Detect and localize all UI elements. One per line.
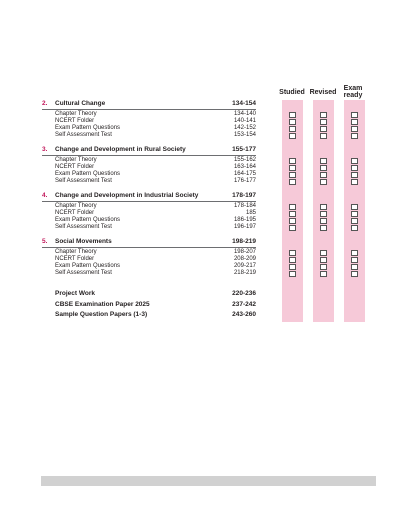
studied-checkbox[interactable]: [289, 211, 296, 217]
exam-ready-checkbox[interactable]: [351, 126, 358, 132]
section-item: Chapter Theory: [55, 249, 97, 255]
studied-checkbox[interactable]: [289, 264, 296, 270]
section-item: Self Assessment Test: [55, 132, 112, 138]
chapter-title-text: Change and Development in Rural Society: [55, 146, 186, 153]
section-pages: 208-209: [233, 256, 256, 262]
section-item: Self Assessment Test: [55, 270, 112, 276]
studied-checkbox[interactable]: [289, 172, 296, 178]
section-pages: 134-140: [233, 111, 256, 117]
revised-checkbox[interactable]: [320, 179, 327, 185]
section-item: Exam Pattern Questions: [55, 171, 121, 177]
exam-ready-checkbox[interactable]: [351, 264, 358, 270]
exam-ready-checkbox[interactable]: [351, 133, 358, 139]
chapter-pages: 198-219: [232, 238, 256, 245]
exam-ready-checkbox[interactable]: [351, 204, 358, 210]
section-item: NCERT Folder: [55, 118, 95, 124]
revised-checkbox[interactable]: [320, 126, 327, 132]
chapter-number: 2.: [42, 100, 48, 107]
exam-ready-checkbox[interactable]: [351, 271, 358, 277]
revised-checkbox[interactable]: [320, 250, 327, 256]
chapter-pages: 178-197: [232, 192, 256, 199]
column-header-exam-ready: Exam ready: [343, 85, 363, 99]
exam-ready-checkbox[interactable]: [351, 158, 358, 164]
column-header-studied: Studied: [279, 89, 305, 96]
footer-bar: [41, 476, 376, 486]
chapter-divider: [42, 155, 256, 156]
revised-checkbox[interactable]: [320, 165, 327, 171]
section-pages: 140-141: [233, 118, 256, 124]
revised-checkbox[interactable]: [320, 119, 327, 125]
section-item: Self Assessment Test: [55, 178, 112, 184]
extra-pages: 237-242: [232, 301, 256, 308]
section-item: Exam Pattern Questions: [55, 263, 121, 269]
revised-checkbox[interactable]: [320, 264, 327, 270]
section-pages: 178-184: [233, 203, 256, 209]
chapter-title-text: Change and Development in Industrial Society: [55, 192, 199, 199]
section-item: NCERT Folder: [55, 256, 95, 262]
section-item: Exam Pattern Questions: [55, 125, 121, 131]
exam-ready-checkbox[interactable]: [351, 179, 358, 185]
studied-checkbox[interactable]: [289, 271, 296, 277]
studied-checkbox[interactable]: [289, 126, 296, 132]
revised-checkbox[interactable]: [320, 112, 327, 118]
exam-ready-checkbox[interactable]: [351, 165, 358, 171]
section-pages: 185: [245, 210, 256, 216]
revised-checkbox[interactable]: [320, 204, 327, 210]
section-item: Chapter Theory: [55, 111, 97, 117]
section-pages: 163-164: [233, 164, 256, 170]
section-pages: 176-177: [233, 178, 256, 184]
studied-checkbox[interactable]: [289, 158, 296, 164]
chapter-title-text: Cultural Change: [55, 100, 106, 107]
section-pages: 153-154: [233, 132, 256, 138]
section-pages: 155-162: [233, 157, 256, 163]
section-pages: 196-197: [233, 224, 256, 230]
chapter-divider: [42, 247, 256, 248]
chapter-divider: [42, 201, 256, 202]
section-item: Exam Pattern Questions: [55, 217, 121, 223]
studied-checkbox[interactable]: [289, 165, 296, 171]
exam-ready-checkbox[interactable]: [351, 257, 358, 263]
chapter-title-text: Social Movements: [55, 238, 112, 245]
revised-checkbox[interactable]: [320, 218, 327, 224]
studied-checkbox[interactable]: [289, 257, 296, 263]
revised-checkbox[interactable]: [320, 172, 327, 178]
section-pages: 218-219: [233, 270, 256, 276]
studied-checkbox[interactable]: [289, 119, 296, 125]
chapter-number: 4.: [42, 192, 48, 199]
section-item: NCERT Folder: [55, 210, 95, 216]
studied-checkbox[interactable]: [289, 250, 296, 256]
revised-checkbox[interactable]: [320, 133, 327, 139]
exam-ready-checkbox[interactable]: [351, 119, 358, 125]
section-pages: 142-152: [233, 125, 256, 131]
column-header-revised: Revised: [309, 89, 337, 96]
exam-ready-checkbox[interactable]: [351, 211, 358, 217]
chapter-number: 5.: [42, 238, 48, 245]
chapter-number: 3.: [42, 146, 48, 153]
studied-checkbox[interactable]: [289, 225, 296, 231]
revised-checkbox[interactable]: [320, 271, 327, 277]
exam-ready-checkbox[interactable]: [351, 112, 358, 118]
exam-ready-checkbox[interactable]: [351, 172, 358, 178]
exam-ready-checkbox[interactable]: [351, 250, 358, 256]
revised-checkbox[interactable]: [320, 158, 327, 164]
section-pages: 209-217: [233, 263, 256, 269]
studied-checkbox[interactable]: [289, 133, 296, 139]
exam-ready-checkbox[interactable]: [351, 218, 358, 224]
chapter-pages: 155-177: [232, 146, 256, 153]
section-pages: 164-175: [233, 171, 256, 177]
section-item: Self Assessment Test: [55, 224, 112, 230]
section-pages: 186-195: [233, 217, 256, 223]
chapter-pages: 134-154: [232, 100, 256, 107]
studied-checkbox[interactable]: [289, 218, 296, 224]
extra-pages: 220-236: [232, 290, 256, 297]
studied-checkbox[interactable]: [289, 204, 296, 210]
revised-checkbox[interactable]: [320, 257, 327, 263]
extra-item: Sample Question Papers (1-3): [55, 311, 148, 318]
extra-pages: 243-260: [232, 311, 256, 318]
section-pages: 198-207: [233, 249, 256, 255]
chapter-divider: [42, 109, 256, 110]
studied-checkbox[interactable]: [289, 179, 296, 185]
exam-ready-checkbox[interactable]: [351, 225, 358, 231]
section-item: NCERT Folder: [55, 164, 95, 170]
section-item: Chapter Theory: [55, 157, 97, 163]
revised-checkbox[interactable]: [320, 225, 327, 231]
section-item: Chapter Theory: [55, 203, 97, 209]
studied-checkbox[interactable]: [289, 112, 296, 118]
extra-item: Project Work: [55, 290, 95, 297]
revised-checkbox[interactable]: [320, 211, 327, 217]
extra-item: CBSE Examination Paper 2025: [55, 301, 150, 308]
